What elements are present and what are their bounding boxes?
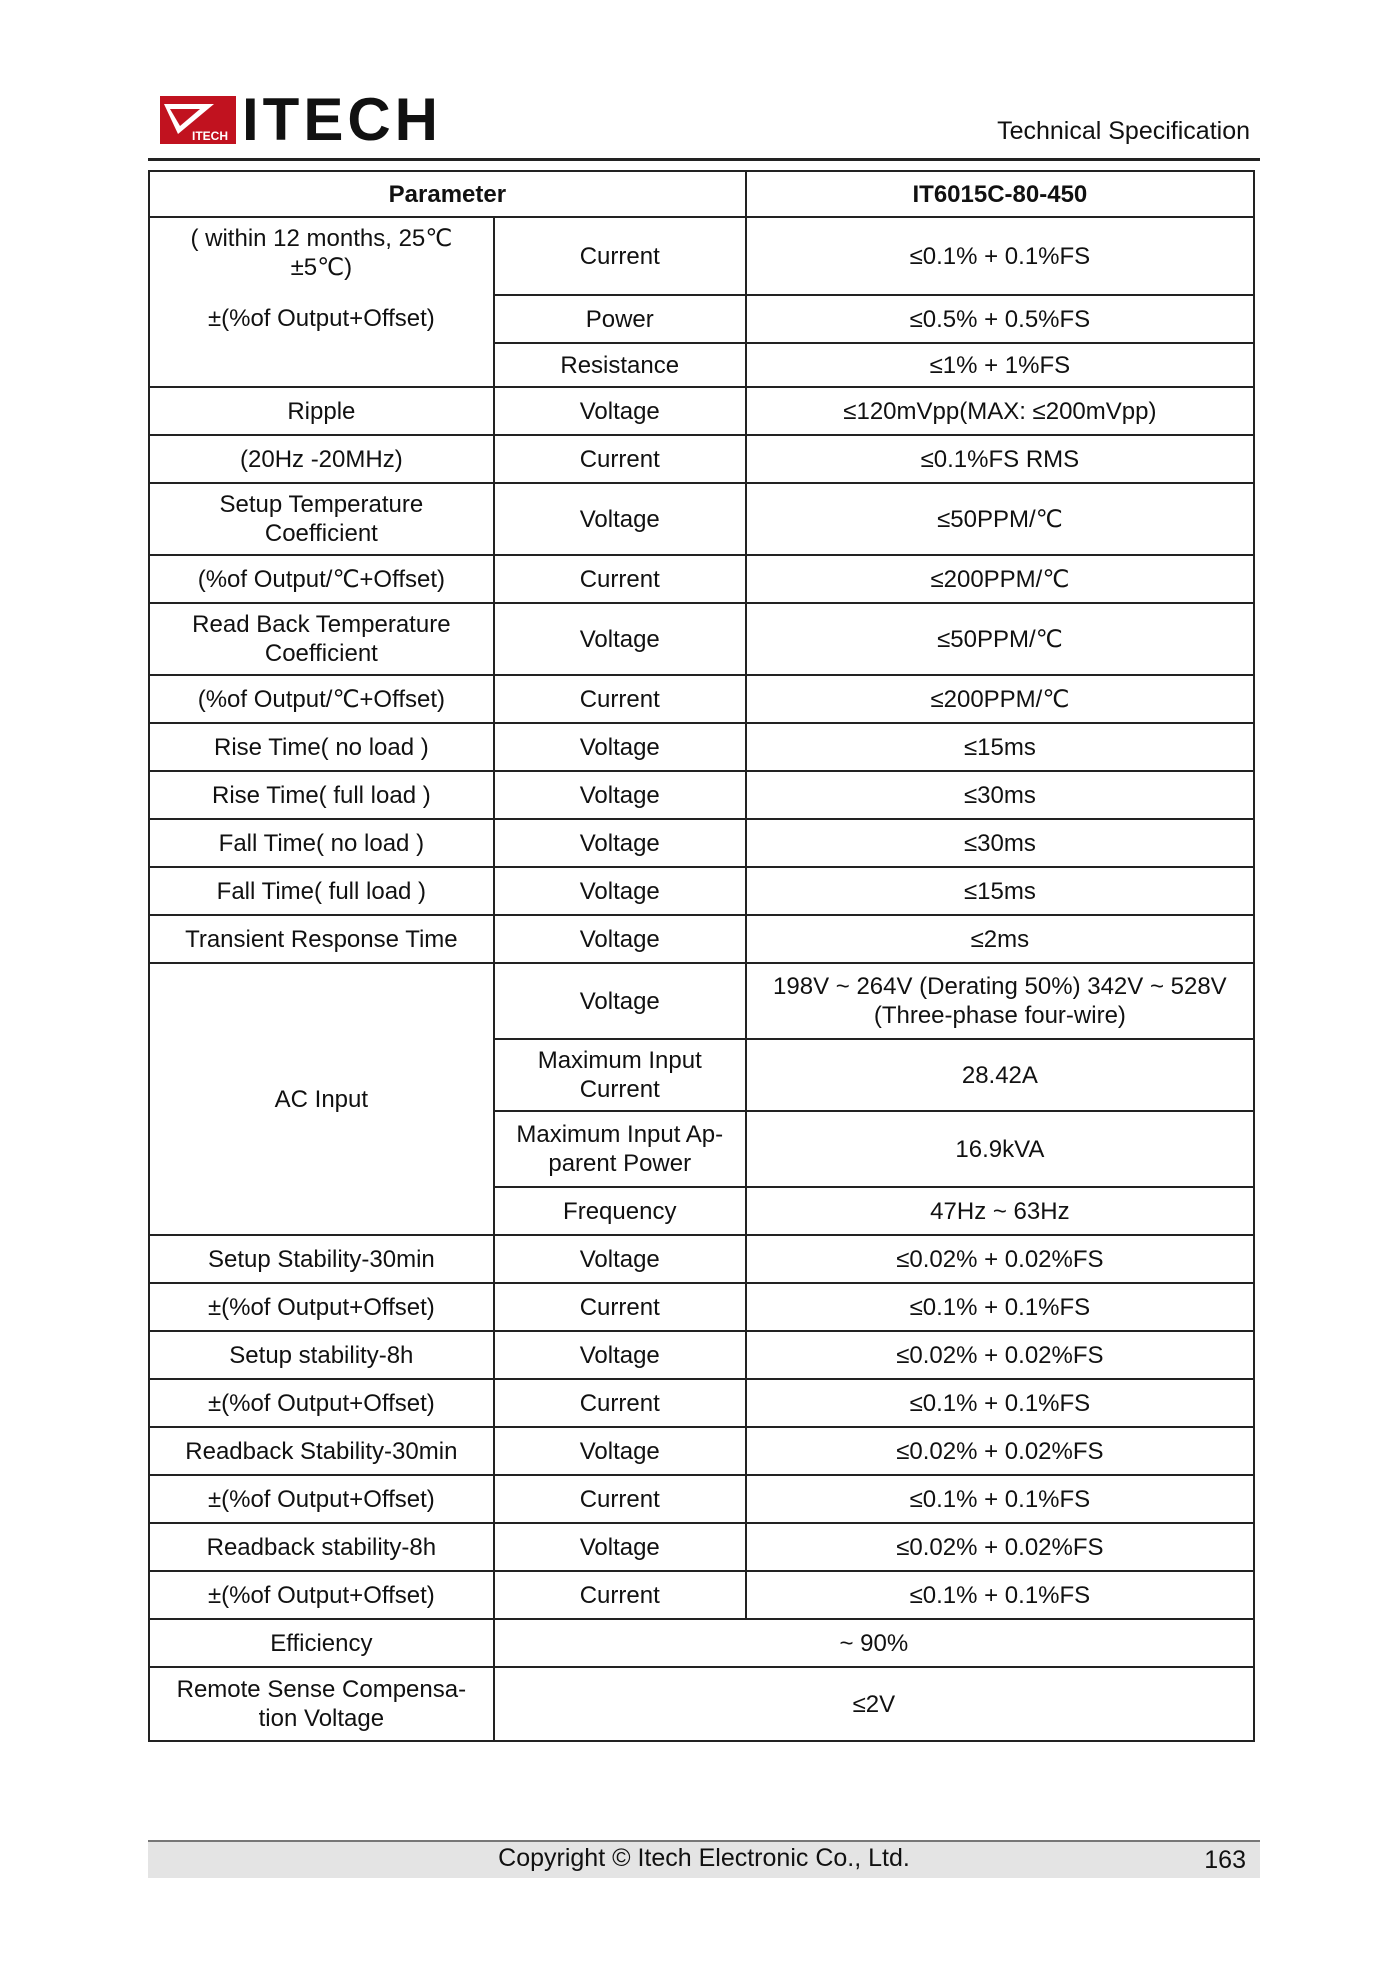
accuracy-param-line1: ( within 12 months, 25℃ ±5℃) [190,225,453,281]
sub-cell: Voltage [494,483,746,555]
table-row [149,1283,1254,1331]
table-row [149,1619,1254,1667]
table-row [149,1523,1254,1571]
table-row [149,1667,1254,1741]
value-cell: ≤0.02% + 0.02%FS [746,1235,1254,1283]
value-cell: ≤2V [494,1667,1254,1741]
value-cell: ≤0.1%FS RMS [746,435,1254,483]
sub-cell: Frequency [494,1187,746,1235]
param-cell: ±(%of Output+Offset) [149,1283,494,1331]
param-cell: Ripple [149,387,494,435]
table-row [149,1475,1254,1523]
page-number: 163 [1204,1846,1246,1874]
page-header [148,86,1260,161]
table-row [149,387,1254,435]
table-row [149,675,1254,723]
sub-cell: Voltage [494,723,746,771]
param-cell: Efficiency [149,1619,494,1667]
table-row [149,483,1254,555]
table-row [149,435,1254,483]
param-cell: Readback Stability-30min [149,1427,494,1475]
value-cell: ≤50PPM/℃ [746,483,1254,555]
sub-cell: Current [494,555,746,603]
table-row [149,555,1254,603]
sub-cell: Voltage [494,771,746,819]
table-row [149,1379,1254,1427]
param-cell: (%of Output/℃+Offset) [149,675,494,723]
value-cell: ≤0.1% + 0.1%FS [746,1571,1254,1619]
table-row [149,723,1254,771]
table-header-row [149,171,1254,217]
param-cell: Remote Sense Compensa-tion Voltage [149,1667,494,1741]
sub-cell: Resistance [494,343,746,387]
sub-cell: Power [494,295,746,343]
table-row [149,1571,1254,1619]
value-cell: ≤0.1% + 0.1%FS [746,217,1254,295]
param-cell: Transient Response Time [149,915,494,963]
table-row [149,819,1254,867]
model-header: IT6015C-80-450 [746,171,1254,217]
sub-cell: Voltage [494,1331,746,1379]
param-cell: ±(%of Output+Offset) [149,1379,494,1427]
value-cell: 47Hz ~ 63Hz [746,1187,1254,1235]
value-cell: ≤0.1% + 0.1%FS [746,1475,1254,1523]
logo-small-text: ITECH [192,129,228,143]
table-row [149,915,1254,963]
value-cell: ≤30ms [746,771,1254,819]
value-cell: ≤0.02% + 0.02%FS [746,1427,1254,1475]
value-cell: ≤30ms [746,819,1254,867]
sub-cell: Voltage [494,1235,746,1283]
value-cell: ≤200PPM/℃ [746,675,1254,723]
value-cell: ≤200PPM/℃ [746,555,1254,603]
sub-cell: Current [494,1379,746,1427]
param-cell: Setup Stability-30min [149,1235,494,1283]
value-cell: ≤0.1% + 0.1%FS [746,1379,1254,1427]
sub-cell: Voltage [494,867,746,915]
param-cell: Rise Time( no load ) [149,723,494,771]
accuracy-param-line2: ±(%of Output+Offset) [207,305,435,332]
sub-cell: Voltage [494,1523,746,1571]
param-cell: (20Hz -20MHz) [149,435,494,483]
param-cell: Readback stability-8h [149,1523,494,1571]
sub-cell: Voltage [494,1427,746,1475]
param-cell: (%of Output/℃+Offset) [149,555,494,603]
param-cell: Fall Time( full load ) [149,867,494,915]
table-row [149,603,1254,675]
logo-mark-icon [160,96,236,144]
sub-cell: Voltage [494,603,746,675]
parameter-header: Parameter [149,171,746,217]
sub-cell: Current [494,1283,746,1331]
sub-cell: Maximum Input Ap-parent Power [494,1111,746,1187]
table-row [149,1427,1254,1475]
value-cell: ≤50PPM/℃ [746,603,1254,675]
value-cell: ≤2ms [746,915,1254,963]
param-cell: Fall Time( no load ) [149,819,494,867]
logo-wordmark: ITECH [242,86,442,153]
sub-cell: Current [494,217,746,295]
sub-cell: Voltage [494,963,746,1039]
ac-input-param-cell: AC Input [149,963,494,1235]
value-cell: ≤0.02% + 0.02%FS [746,1331,1254,1379]
sub-cell: Current [494,1475,746,1523]
table-row [149,1331,1254,1379]
value-cell: ~ 90% [494,1619,1254,1667]
value-cell: ≤0.5% + 0.5%FS [746,295,1254,343]
sub-cell: Current [494,435,746,483]
itech-logo [160,86,442,153]
table-row [149,867,1254,915]
page-footer [148,1840,1260,1878]
value-cell: ≤120mVpp(MAX: ≤200mVpp) [746,387,1254,435]
sub-cell: Current [494,675,746,723]
table-row [149,217,1254,295]
sub-cell: Voltage [494,387,746,435]
param-cell: Rise Time( full load ) [149,771,494,819]
sub-cell: Voltage [494,915,746,963]
value-cell: 198V ~ 264V (Derating 50%) 342V ~ 528V (Three-phase four-wire) [746,963,1254,1039]
sub-cell: Current [494,1571,746,1619]
param-cell: Setup Temperature Coefficient [149,483,494,555]
value-cell: 16.9kVA [746,1111,1254,1187]
header-title: Technical Specification [997,117,1250,145]
value-cell: ≤15ms [746,867,1254,915]
table-row [149,1235,1254,1283]
spec-table [148,170,1255,1742]
accuracy-param-cell [149,217,494,387]
sub-cell: Voltage [494,819,746,867]
sub-cell: Maximum Input Current [494,1039,746,1111]
table-row [149,963,1254,1039]
param-cell: Read Back Temperature Coefficient [149,603,494,675]
value-cell: ≤15ms [746,723,1254,771]
value-cell: 28.42A [746,1039,1254,1111]
value-cell: ≤0.02% + 0.02%FS [746,1523,1254,1571]
param-cell: ±(%of Output+Offset) [149,1475,494,1523]
footer-copyright: Copyright © Itech Electronic Co., Ltd. [498,1844,910,1872]
value-cell: ≤1% + 1%FS [746,343,1254,387]
param-cell: ±(%of Output+Offset) [149,1571,494,1619]
value-cell: ≤0.1% + 0.1%FS [746,1283,1254,1331]
table-row [149,771,1254,819]
param-cell: Setup stability-8h [149,1331,494,1379]
